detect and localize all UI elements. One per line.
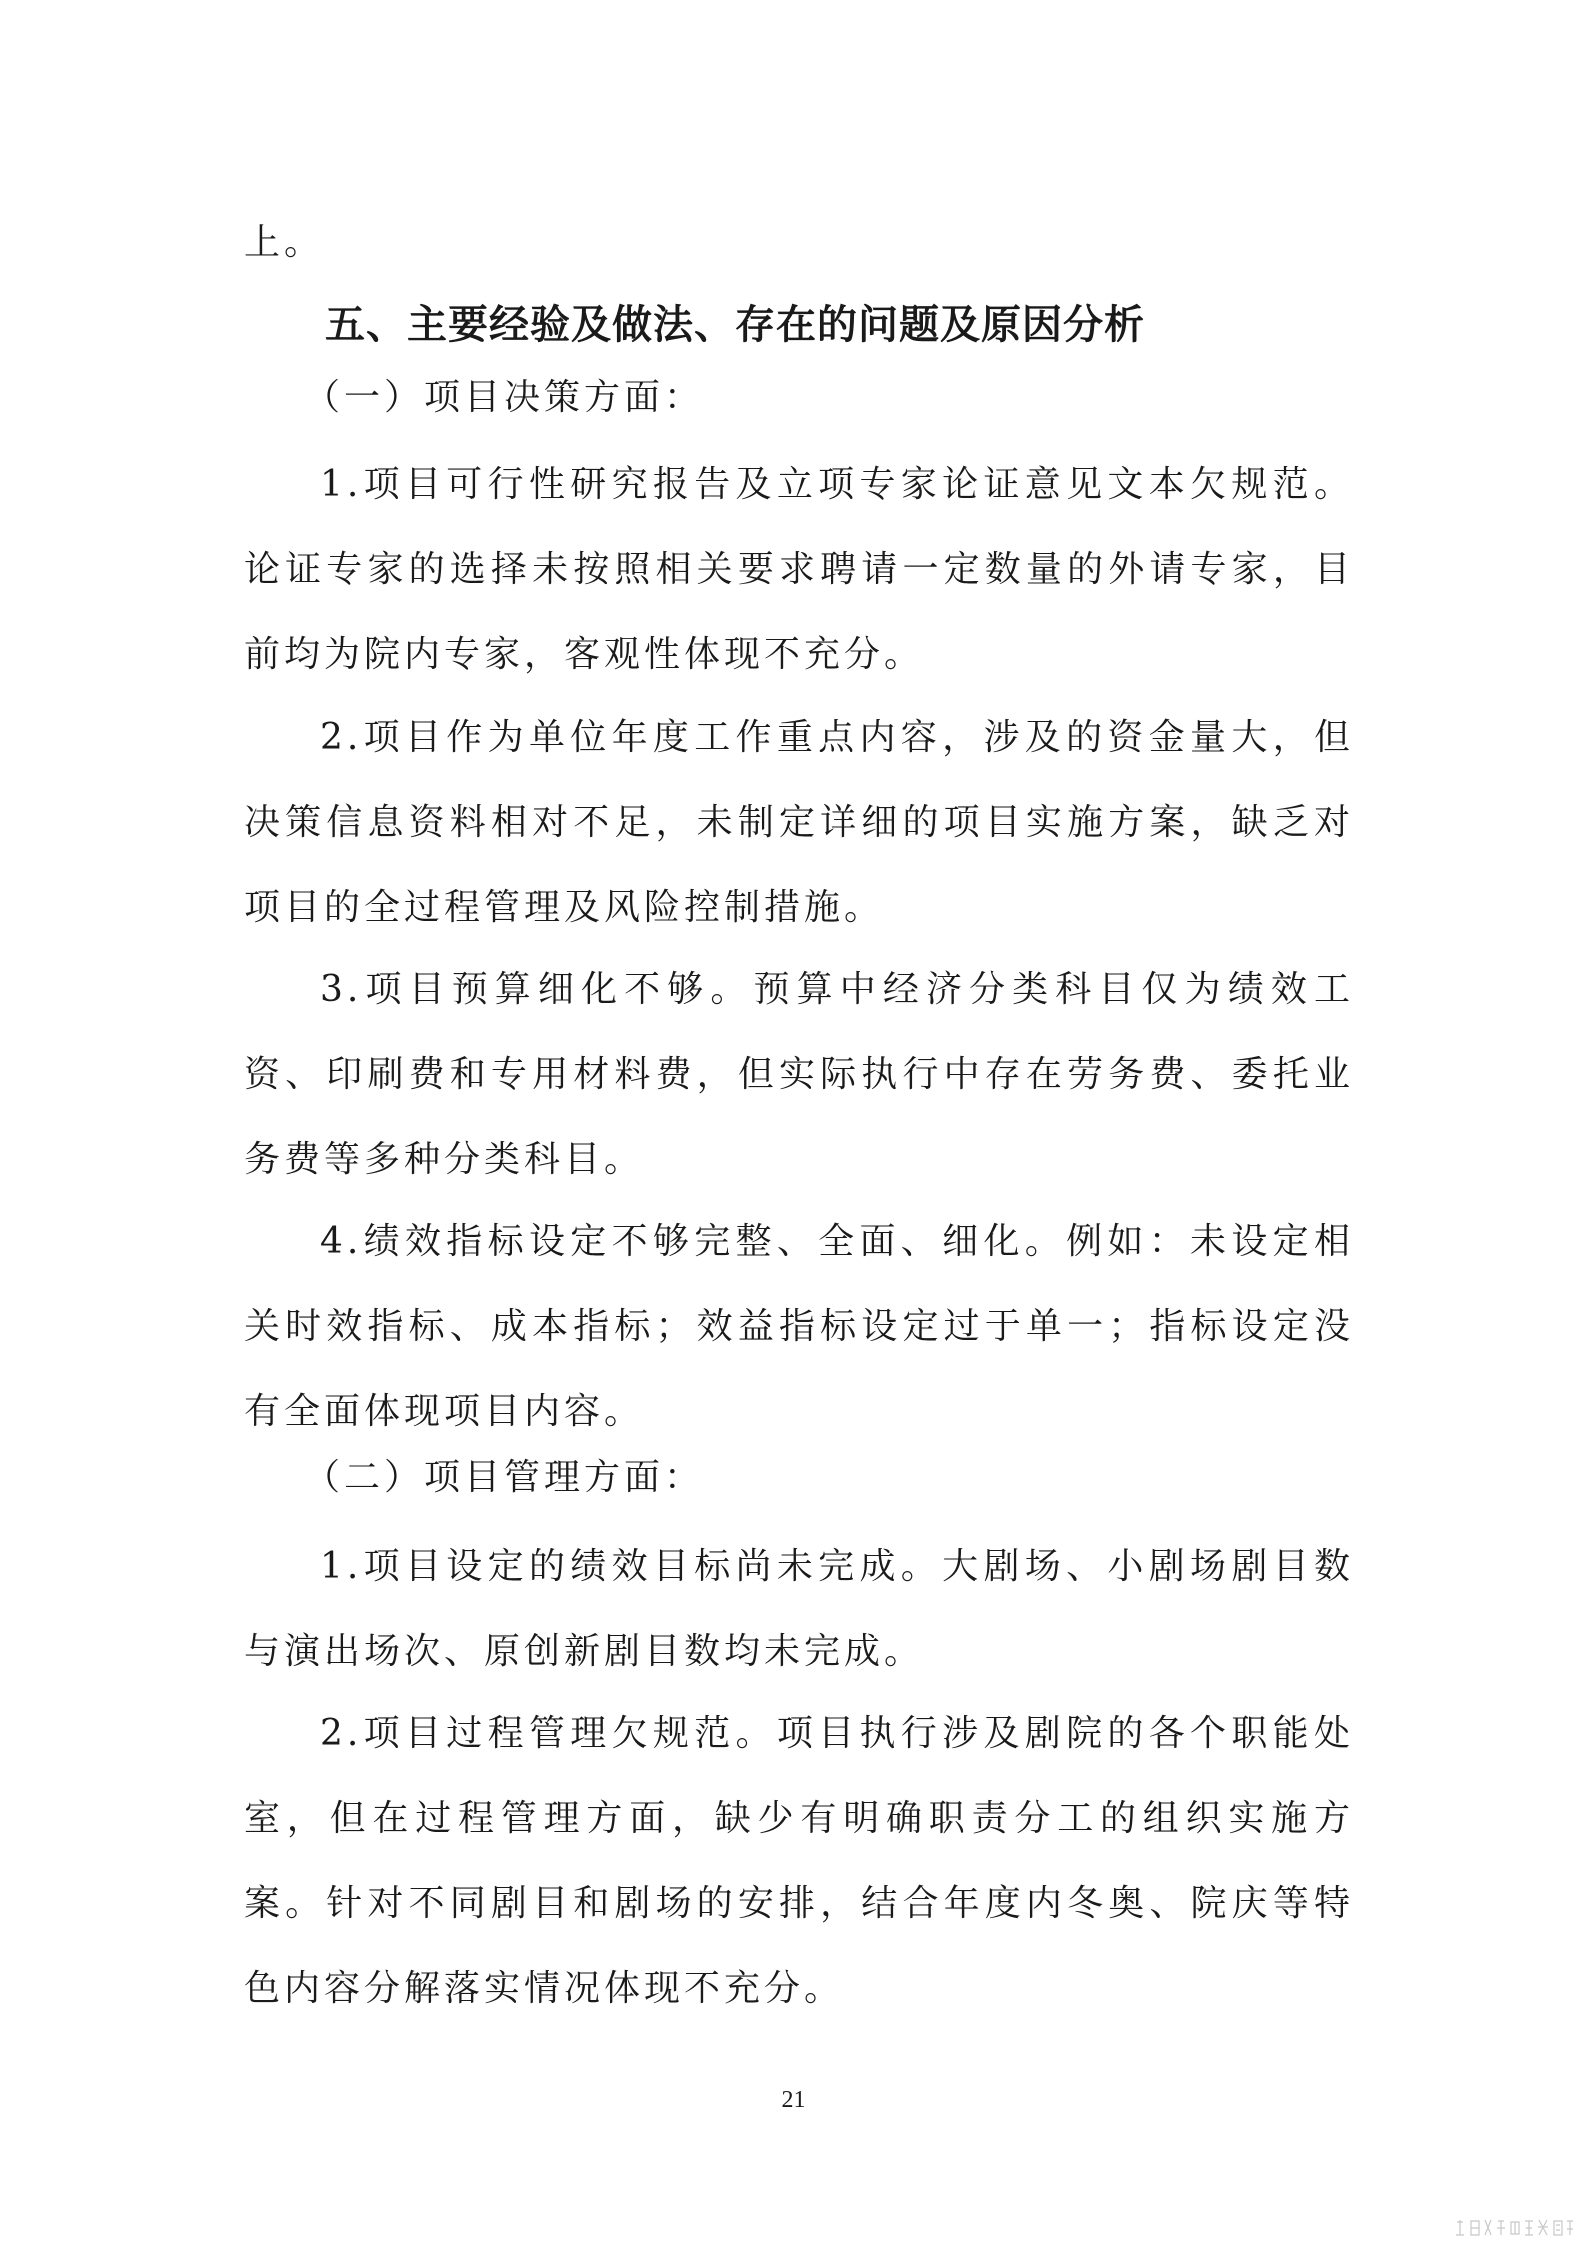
paragraph-1-2: 2.项目作为单位年度工作重点内容，涉及的资金量大，但决策信息资料相对不足，未制定详细的项目实施方案，缺乏对项目的全过程管理及风险控制措施。 [244,717,1354,928]
paragraph-2-2: 2.项目过程管理欠规范。项目执行涉及剧院的各个职能处室，但在过程管理方面，缺少有明确职责分工的组织实施方案。针对不同剧目和剧场的安排，结合年度内冬奥、院庆等特色内容分解落实情况体现不充分。 [244,1713,1354,2009]
page-number: 21 [781,2087,806,2113]
subsection-1-title: （一）项目决策方面： [304,377,705,418]
paragraph-1-4: 4.绩效指标设定不够完整、全面、细化。例如：未设定相关时效指标、成本指标；效益指标设定过于单一；指标设定没有全面体现项目内容。 [244,1221,1354,1432]
continuation-text: 上。 [244,222,325,263]
section-heading: 五、主要经验及做法、存在的问题及原因分析 [325,302,1145,348]
watermark-logo [1453,2217,1575,2239]
paragraph-1-1: 1.项目可行性研究报告及立项专家论证意见文本欠规范。论证专家的选择未按照相关要求聘请一定数量的外请专家，目前均为院内专家，客观性体现不充分。 [244,464,1354,675]
subsection-2-title: （二）项目管理方面： [304,1457,705,1498]
paragraph-1-3: 3.项目预算细化不够。预算中经济分类科目仅为绩效工资、印刷费和专用材料费，但实际执行中存在劳务费、委托业务费等多种分类科目。 [244,969,1354,1180]
paragraph-2-1: 1.项目设定的绩效目标尚未完成。大剧场、小剧场剧目数与演出场次、原创新剧目数均未完成。 [244,1546,1354,1672]
